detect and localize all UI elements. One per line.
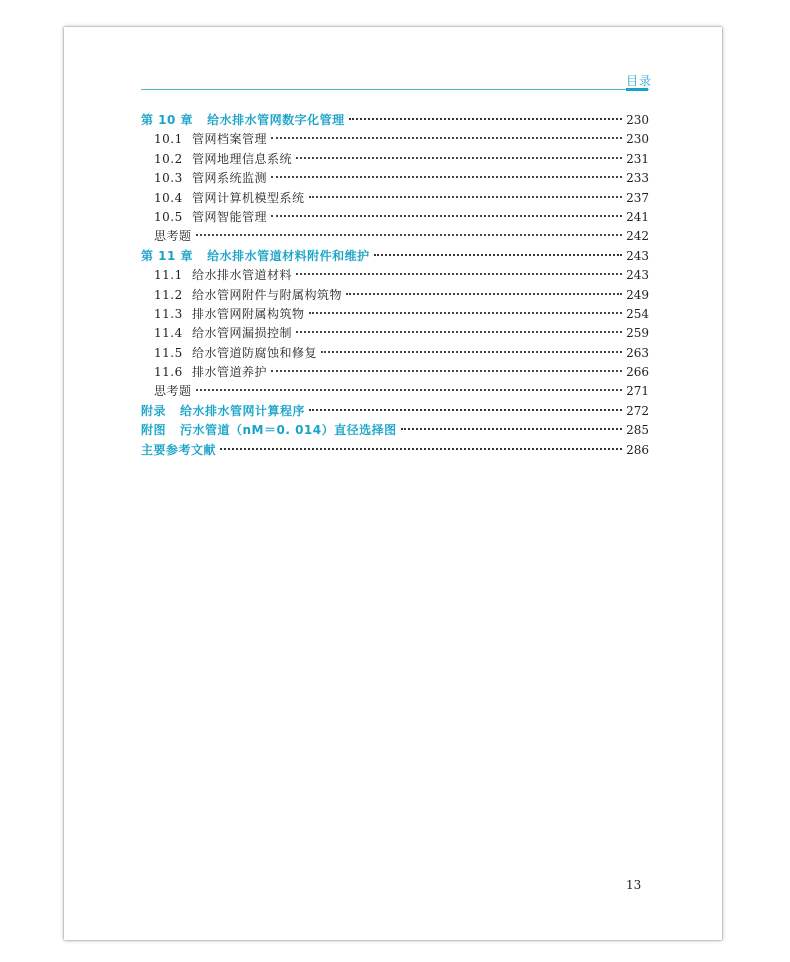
toc-entry-number: 11.5: [154, 345, 183, 360]
toc-entry-title: 管网系统监测: [192, 171, 268, 186]
toc-chapter-entry[interactable]: [141, 111, 649, 130]
header-accent-bar: [626, 88, 648, 91]
toc-entry-number: 10.5: [154, 209, 183, 224]
toc-entry-number: 10.3: [154, 171, 183, 186]
toc-entry-title: 污水管道（nM＝0. 014）直径选择图: [180, 423, 397, 438]
toc-section-entry[interactable]: [141, 150, 649, 169]
toc-page-number: 254: [626, 306, 649, 321]
dot-leader: [309, 196, 623, 198]
dot-leader: [271, 370, 622, 372]
toc-section-entry[interactable]: [141, 363, 649, 382]
toc-section-entry[interactable]: [141, 169, 649, 188]
toc-entry-title: 管网智能管理: [192, 209, 268, 224]
toc-entry-number: 10.2: [154, 151, 183, 166]
toc-chapter-entry[interactable]: [141, 247, 649, 266]
toc-page-number: 271: [626, 384, 649, 399]
toc-entry-number: 11.6: [154, 365, 183, 380]
toc-section-entry[interactable]: [141, 130, 649, 149]
toc-entry-title: 排水管网附属构筑物: [192, 306, 305, 321]
dot-leader: [271, 137, 622, 139]
table-of-contents: [141, 111, 649, 460]
toc-page-number: 241: [626, 209, 649, 224]
toc-page-number: 230: [626, 113, 649, 127]
dot-leader: [309, 312, 623, 314]
dot-leader: [309, 409, 622, 411]
header-rule: [141, 89, 649, 90]
toc-page-number: 266: [626, 365, 649, 380]
toc-entry-title: 给水排水管道材料: [192, 268, 293, 283]
toc-entry-number: 11.4: [154, 326, 183, 341]
toc-chapter-entry[interactable]: [141, 441, 649, 460]
toc-entry-number: 附图: [141, 423, 167, 438]
toc-page-number: 237: [626, 190, 649, 205]
dot-leader: [346, 293, 622, 295]
toc-page-number: 259: [626, 326, 649, 341]
toc-section-entry[interactable]: [141, 305, 649, 324]
dot-leader: [296, 273, 622, 275]
dot-leader: [271, 215, 622, 217]
toc-entry-title: 给水管道防腐蚀和修复: [192, 345, 318, 360]
toc-entry-title: 给水排水管道材料附件和维护: [207, 248, 370, 263]
toc-entry-number: 第 11 章: [141, 248, 194, 263]
toc-entry-title: 给水管网附件与附属构筑物: [192, 287, 343, 302]
toc-entry-title: 管网计算机模型系统: [192, 190, 305, 205]
toc-page-number: 242: [626, 229, 649, 244]
dot-leader: [401, 428, 622, 430]
toc-page-number: 243: [626, 268, 649, 283]
toc-entry-title: 管网档案管理: [192, 132, 268, 147]
toc-entry-title: 给水排水管网数字化管理: [207, 113, 345, 127]
toc-entry-title: 思考题: [154, 229, 192, 244]
page-number: 13: [626, 878, 642, 892]
toc-entry-title: 思考题: [154, 384, 192, 399]
toc-entry-number: 11.1: [154, 268, 183, 283]
toc-entry-title: 给水排水管网计算程序: [180, 403, 306, 418]
toc-entry-number: 第 10 章: [141, 113, 194, 127]
toc-page-number: 272: [626, 403, 649, 418]
toc-page-number: 249: [626, 287, 649, 302]
toc-page-number: 243: [626, 248, 649, 263]
toc-entry-number: 10.4: [154, 190, 183, 205]
toc-section-entry[interactable]: [141, 344, 649, 363]
toc-entry-number: 11.3: [154, 306, 183, 321]
dot-leader: [296, 331, 622, 333]
dot-leader: [374, 254, 623, 256]
toc-chapter-entry[interactable]: [141, 402, 649, 421]
toc-entry-title: 排水管道养护: [192, 365, 268, 380]
toc-entry-number: 附录: [141, 403, 167, 418]
toc-section-entry[interactable]: [141, 227, 649, 246]
dot-leader: [271, 176, 622, 178]
toc-entry-title: 管网地理信息系统: [192, 151, 293, 166]
toc-section-entry[interactable]: [141, 324, 649, 343]
toc-page-number: 231: [626, 151, 649, 166]
toc-page-number: 285: [626, 423, 649, 438]
toc-page-number: 230: [626, 132, 649, 147]
toc-entry-title: 主要参考文献: [141, 442, 217, 457]
toc-page-number: 263: [626, 345, 649, 360]
dot-leader: [321, 351, 622, 353]
toc-section-entry[interactable]: [141, 382, 649, 401]
toc-entry-number: 10.1: [154, 132, 183, 147]
dot-leader: [296, 157, 622, 159]
dot-leader: [220, 448, 622, 450]
toc-section-entry[interactable]: [141, 208, 649, 227]
dot-leader: [196, 234, 623, 236]
toc-chapter-entry[interactable]: [141, 421, 649, 440]
toc-page-number: 233: [626, 171, 649, 186]
dot-leader: [196, 389, 623, 391]
toc-entry-title: 给水管网漏损控制: [192, 326, 293, 341]
running-header: 目录: [626, 74, 653, 88]
dot-leader: [349, 118, 623, 120]
toc-page-number: 286: [626, 442, 649, 457]
toc-section-entry[interactable]: [141, 266, 649, 285]
toc-entry-number: 11.2: [154, 287, 183, 302]
toc-section-entry[interactable]: [141, 286, 649, 305]
toc-section-entry[interactable]: [141, 189, 649, 208]
